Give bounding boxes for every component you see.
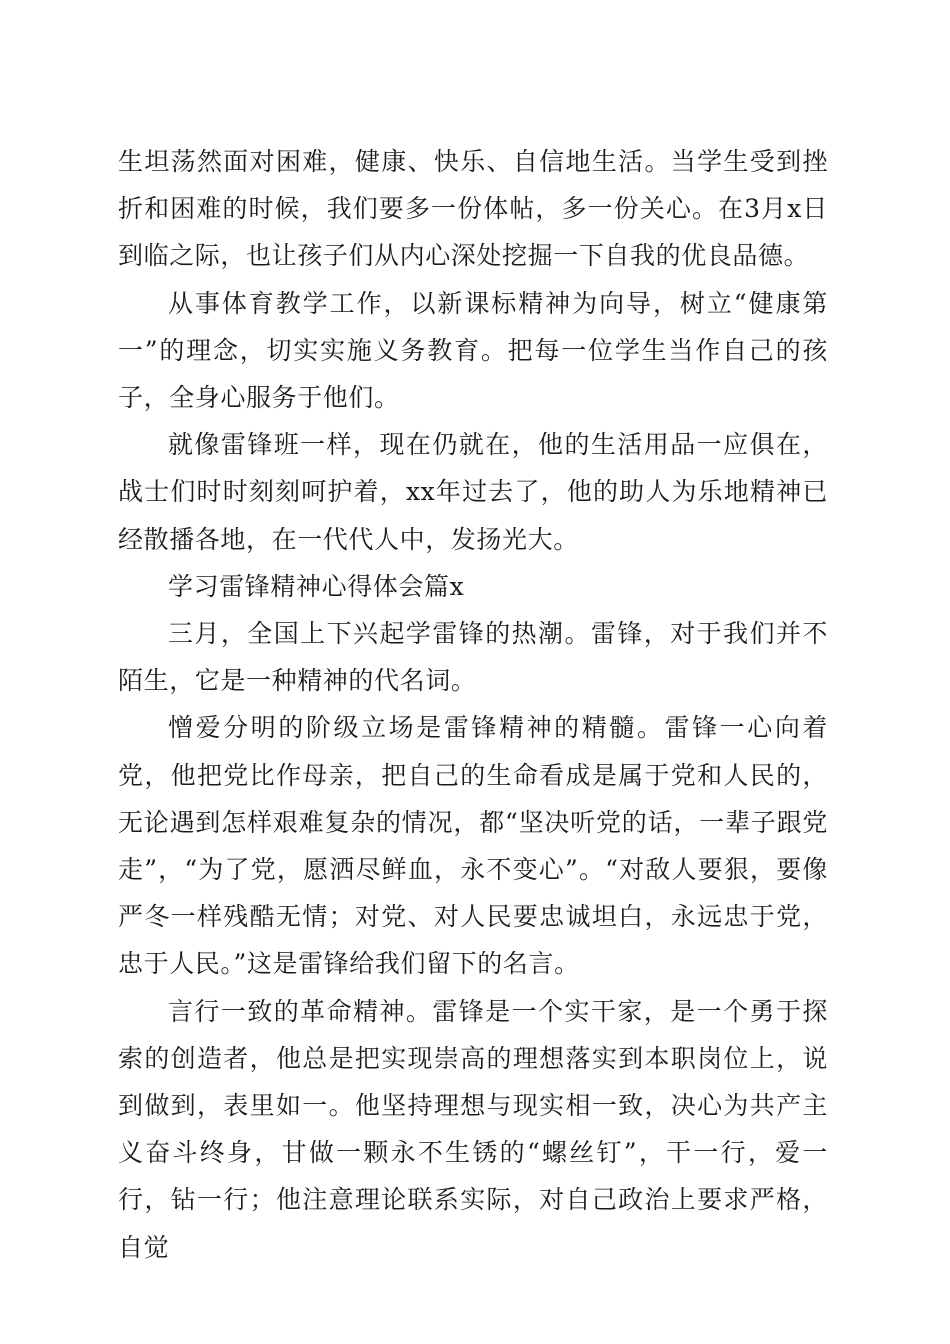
- paragraph-march-campaign: 三月，全国上下兴起学雷锋的热潮。雷锋，对于我们并不陌生，它是一种精神的代名词。: [118, 619, 828, 696]
- paragraph-revolutionary-spirit: 言行一致的革命精神。雷锋是一个实干家，是一个勇于探索的创造者，他总是把实现崇高的理想落实到本职岗位上，说到做到，表里如一。他坚持理想与现实相一致，决心为共产主义奋斗终身，甘做一颗永不生锈的“螺丝钉”，干一行，爱一行，钻一行；他注意理论联系实际，对自己政治上要求严格，自觉: [118, 996, 828, 1262]
- document-body: [118, 138, 828, 1271]
- paragraph-continuation: 生坦荡然面对困难，健康、快乐、自信地生活。当学生受到挫折和困难的时候，我们要多一份体帖，多一份关心。在3月x日到临之际，也让孩子们从内心深处挖掘一下自我的优良品德。: [118, 147, 828, 271]
- paragraph-class-stance: 憎爱分明的阶级立场是雷锋精神的精髓。雷锋一心向着党，他把党比作母亲，把自己的生命看成是属于党和人民的，无论遇到怎样艰难复杂的情况，都“坚决听党的话，一辈子跟党走”，“为了党，愿洒尽鲜血，永不变心”。“对敌人要狠，要像严冬一样残酷无情；对党、对人民要忠诚坦白，永远忠于党，忠于人民。”这是雷锋给我们留下的名言。: [118, 713, 828, 979]
- paragraph-pe-teaching: 从事体育教学工作，以新课标精神为向导，树立“健康第一”的理念，切实实施义务教育。把每一位学生当作自己的孩子，全身心服务于他们。: [118, 288, 828, 413]
- section-title: 学习雷锋精神心得体会篇x: [168, 571, 465, 601]
- paragraph-leifeng-squad: 就像雷锋班一样，现在仍就在，他的生活用品一应俱在，战士们时时刻刻呵护着，xx年过去了，他的助人为乐地精神已经散播各地，在一代代人中，发扬光大。: [118, 430, 828, 554]
